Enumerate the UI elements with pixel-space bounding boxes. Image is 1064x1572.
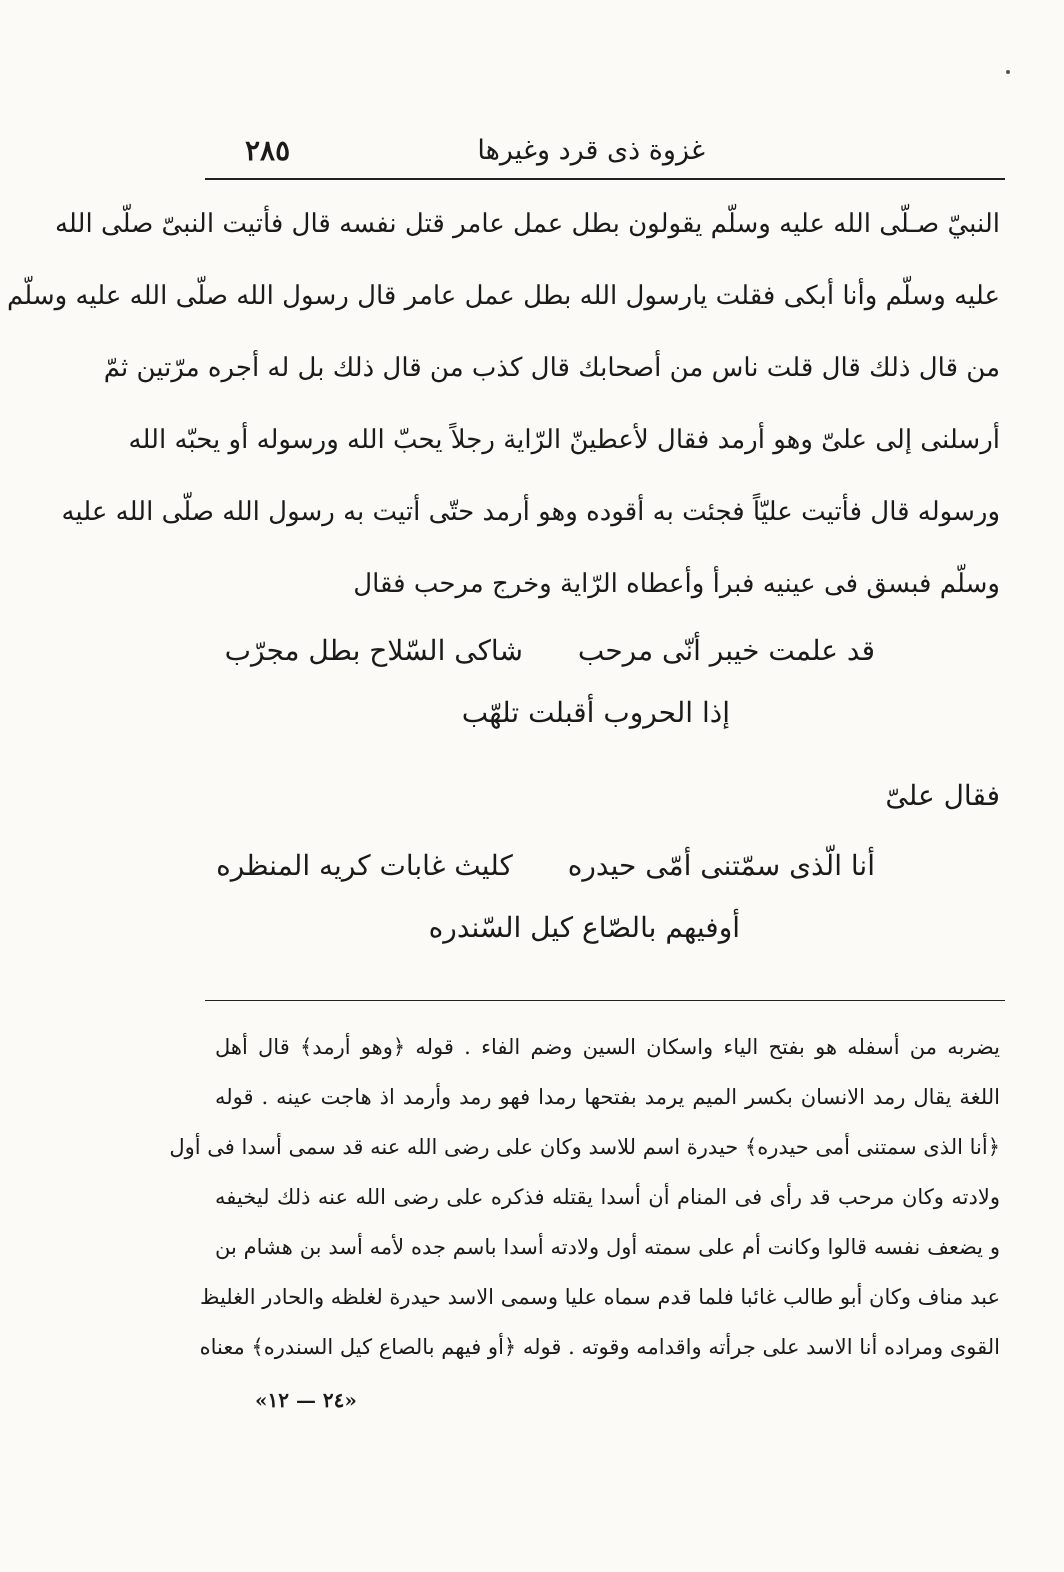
commentary-line: ولادته وكان مرحب قد رأى فى المنام أن أسدا يقتله فذكره على رضى الله عنه ذلك ليخيفه bbox=[215, 1185, 1000, 1209]
poem-ali bbox=[210, 835, 1000, 959]
hemistich: كليث غابات كريه المنظره bbox=[216, 849, 513, 882]
commentary-line: القوى ومراده أنا الاسد على جرأته واقدامه وقوته . قوله ﴿أو فيهم بالصاع كيل السندره﴾ معناه bbox=[199, 1335, 1000, 1359]
footnote-rule bbox=[205, 1000, 1005, 1001]
running-header bbox=[205, 128, 1005, 174]
hemistich: قد علمت خيبر أنّى مرحب bbox=[577, 634, 875, 667]
page-number: ٢٨٥ bbox=[245, 134, 291, 167]
commentary-line: ﴿أنا الذى سمتنى أمى حيدره﴾ حيدرة اسم للاسد وكان على رضى الله عنه قد سمى أسدا فى أول bbox=[169, 1135, 1000, 1159]
commentary-line: و يضعف نفسه قالوا وكانت أم على سمته أول ولادته أسدا باسم جده لأمه أسد بن هشام بن bbox=[215, 1235, 1000, 1259]
narration bbox=[210, 765, 1000, 827]
header-rule bbox=[205, 178, 1005, 180]
verse-line bbox=[210, 620, 1000, 682]
verse-line: أوفيهم بالصّاع كيل السّندره bbox=[428, 911, 740, 944]
text-line: النبيّ صـلّى الله عليه وسلّم يقولون بطل عمل عامر قتل نفسه قال فأتيت النبىّ صلّى الله bbox=[54, 209, 1000, 239]
commentary-line: يضربه من أسفله هو بفتح الياء واسكان السين وضم الفاء . قوله ﴿وهو أرمد﴾ قال أهل bbox=[215, 1035, 1000, 1059]
text-line: أرسلنى إلى علىّ وهو أرمد فقال لأعطينّ الرّاية رجلاً يحبّ الله ورسوله أو يحبّه الله bbox=[128, 425, 1000, 455]
main-text bbox=[6, 188, 1000, 620]
printer-signature: «٢٤ — ١٢» bbox=[255, 1388, 357, 1412]
hemistich: شاكى السّلاح بطل مجرّب bbox=[224, 634, 523, 667]
text-line: من قال ذلك قال قلت ناس من أصحابك قال كذب من قال ذلك بل له أجره مرّتين ثمّ bbox=[103, 353, 1000, 383]
hemistich: أنا الّذى سمّتنى أمّى حيدره bbox=[567, 849, 875, 882]
commentary bbox=[169, 1022, 1000, 1372]
verse-line bbox=[210, 835, 1000, 897]
verse-line: إذا الحروب أقبلت تلهّب bbox=[461, 696, 730, 729]
commentary-line: اللغة يقال رمد الانسان بكسر الميم يرمد بفتحها رمدا فهو رمد وأرمد اذ هاجت عينه . قوله bbox=[215, 1085, 1000, 1109]
narration-line: فقال علىّ bbox=[885, 779, 1000, 812]
commentary-line: عبد مناف وكان أبو طالب غائبا فلما قدم سماه عليا وسمى الاسد حيدرة لغلظه والحادر الغليظ bbox=[200, 1285, 1000, 1309]
running-title: غزوة ذى قرد وغيرها bbox=[477, 135, 705, 166]
text-line: وسلّم فبسق فى عينيه فبرأ وأعطاه الرّاية وخرج مرحب فقال bbox=[353, 569, 1000, 599]
speck-mark bbox=[1006, 70, 1010, 74]
text-line: عليه وسلّم وأنا أبكى فقلت يارسول الله بطل عمل عامر قال رسول الله صلّى الله عليه وسلّم bbox=[6, 281, 1000, 311]
poem-marhab bbox=[210, 620, 1000, 744]
text-line: ورسوله قال فأتيت عليّاً فجئت به أقوده وهو أرمد حتّى أتيت به رسول الله صلّى الله عليه bbox=[61, 497, 1000, 527]
